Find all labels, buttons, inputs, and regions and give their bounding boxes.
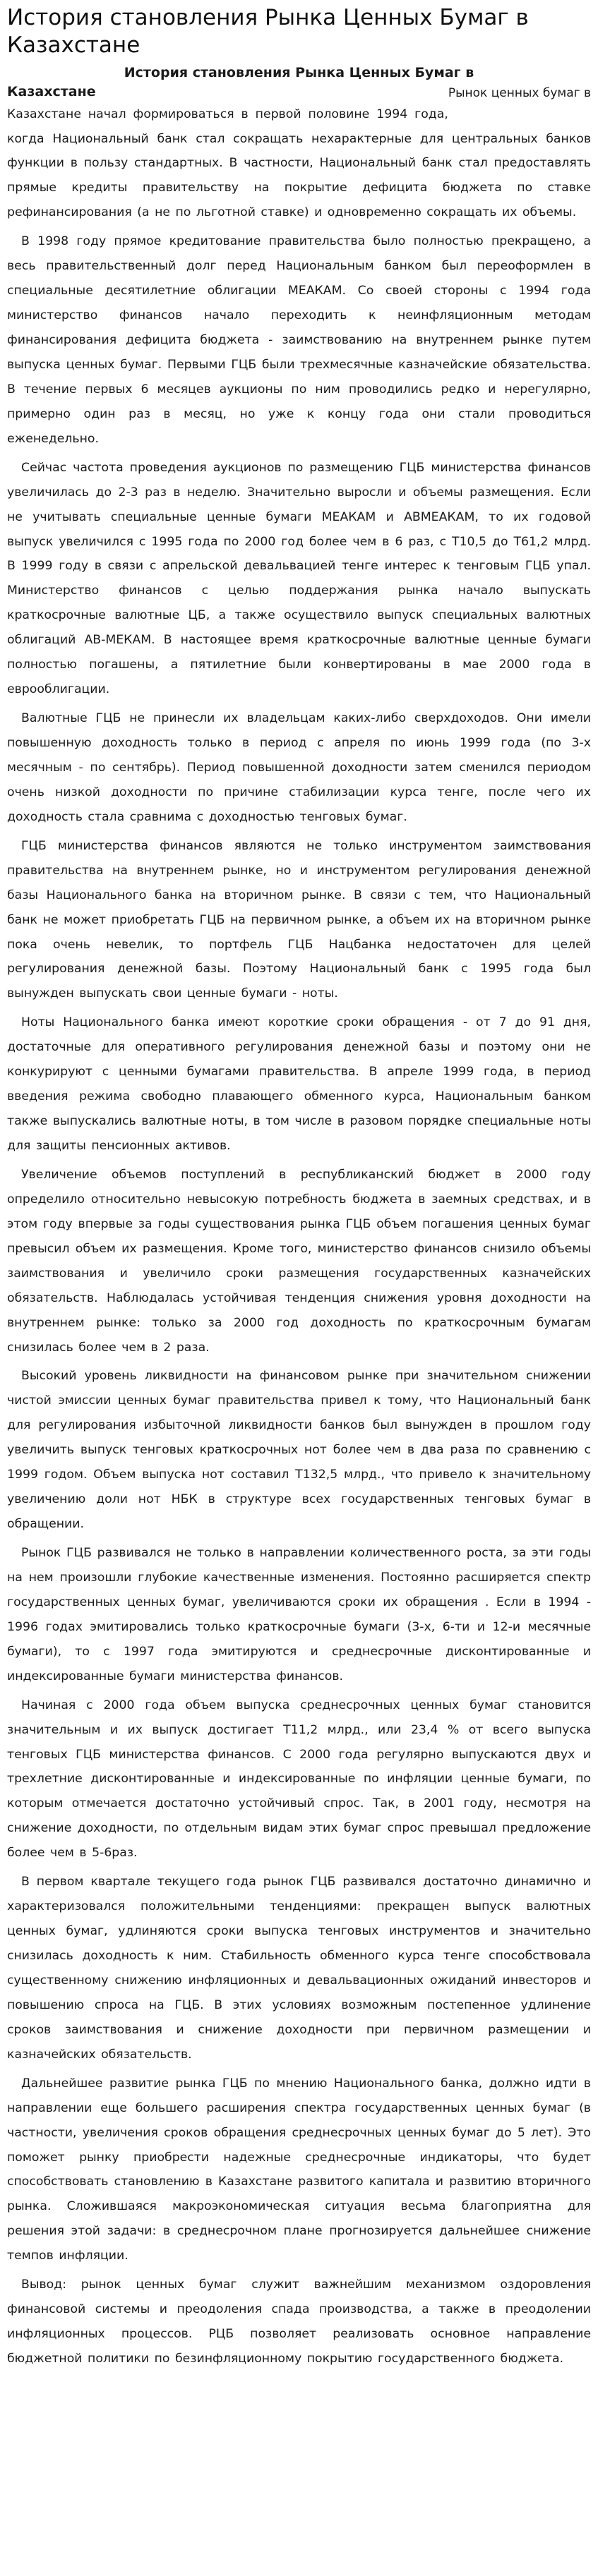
paragraph: Высокий уровень ликвидности на финансовом рынке при значительном снижении чистой эмиссии ценных бумаг правительства привел к тому, что Национальный банк для регулирования избыточной ликвидности банков был вынужден в прошлом году увеличить выпуск тенговых краткосрочных нот более чем в два раза по сравнению с 1999 годом. Объем выпуска нот составил Т132,5 млрд., что привело к значительному увеличению доли нот НБК в структуре всех государственных тенговых бумаг в обращении.	[7, 1369, 591, 1532]
page-title: История становления Рынка Ценных Бумаг в Казахстане	[7, 5, 529, 58]
paragraph: ГЦБ министерства финансов являются не только инструментом заимствования правительства на внутреннем рынке, но и инструментом регулирования денежной базы Национального банка на вторичном рынке. В связи с тем, что Национальный банк не может приобретать ГЦБ на первичном рынке, а объем их на вторичном рынке пока очень невелик, то портфель ГЦБ Нацбанка недостаточен для целей регулирования денежной базы. Поэтому Национальный банк с 1995 года был вынужден выпускать свои ценные бумаги - ноты.	[7, 838, 591, 1001]
paragraph: Рынок ГЦБ развивался не только в направлении количественного роста, за эти годы на нем произошли глубокие качественные изменения. Постоянно расширяется спектр государственных ценных бумаг, увеличиваются сроки их обращения . Если в 1994 - 1996 годах эмитировались только краткосрочные бумаги (3-х, 6-ти и 12-и месячные бумаги), то с 1997 года эмитируются и среднесрочные дисконтированные и индексированные бумаги министерства финансов.	[7, 1546, 591, 1683]
article-body	[7, 102, 591, 2371]
paragraph: Казахстане начал формироваться в первой половине 1994 года, когда Национальный банк стал сокращать нехарактерные для центральных банков функции в пользу стандартных. В частности, Национальный банк стал предоставлять прямые кредиты правительству на покрытие дефицита бюджета по ставке рефинансирования (а не по льготной ставке) и одновременно сокращать их объемы.	[7, 107, 591, 220]
paragraph: Ноты Национального банка имеют короткие сроки обращения - от 7 до 91 дня, достаточные для оперативного регулирования денежной базы и поэтому они не конкурируют с ценными бумагами правительства. В апреле 1999 года, в период введения режима свободно плавающего обменного курса, Национальным банком также выпускались валютные ноты, в том числе в разовом порядке специальные ноты для защиты пенсионных активов.	[7, 1015, 591, 1154]
article-lead-right: Рынок ценных бумаг в	[448, 86, 591, 101]
paragraph: Валютные ГЦБ не принесли их владельцам каких-либо сверхдоходов. Они имели повышенную доходность только в период с апреля по июнь 1999 года (по 3-х месячным - по сентябрь). Период повышенной доходности затем сменился периодом очень низкой доходности по причине стабилизации курса тенге, после чего их доходность стала сравнима с доходностью тенговых бумаг.	[7, 711, 591, 824]
article-title-line2: Казахстане	[7, 84, 96, 100]
article-title-line1: История становления Рынка Ценных Бумаг в	[124, 64, 474, 80]
paragraph: Сейчас частота проведения аукционов по размещению ГЦБ министерства финансов увеличилась до 2-3 раз в неделю. Значительно выросли и объемы размещения. Если не учитывать специальные ценные бумаги МЕАКАМ и АВМЕАКАМ, то их годовой выпуск увеличился с 1995 года по 2000 год более чем в 6 раз, с Т10,5 до Т61,2 млрд. В 1999 году в связи с апрельской девальвацией тенге интерес к тенговым ГЦБ упал. Министерство финансов с целью поддержания рынка начало выпускать краткосрочные валютные ЦБ, а также осуществило выпуск специальных валютных облигаций АВ-МЕКАМ. В настоящее время краткосрочные валютные ценные бумаги полностью погашены, а пятилетние были конвертированы в мае 2000 года в еврооблигации.	[7, 460, 591, 697]
paragraph: Вывод: рынок ценных бумаг служит важнейшим механизмом оздоровления финансовой системы и преодоления спада производства, а также в преодолении инфляционных процессов. РЦБ позволяет реализовать основное направление бюджетной политики по безинфляционному покрытию государственного бюджета.	[7, 2278, 591, 2366]
article-header	[7, 64, 591, 102]
paragraph: Увеличение объемов поступлений в республиканский бюджет в 2000 году определило относительно невысокую потребность бюджета в заемных средствах, и в этом году впервые за годы существования рынка ГЦБ объем погашения ценных бумаг превысил объем их размещения. Кроме того, министерство финансов снизило объемы заимствования и увеличило сроки размещения государственных казначейских обязательств. Наблюдалась устойчивая тенденция снижения уровня доходности на внутреннем рынке: только за 2000 год доходность по краткосрочным бумагам снизилась более чем в 2 раза.	[7, 1167, 591, 1355]
paragraph: В первом квартале текущего года рынок ГЦБ развивался достаточно динамично и характеризовался положительными тенденциями: прекращен выпуск валютных ценных бумаг, удлиняются сроки выпуска тенговых инструментов и значительно снизилась доходность к ним. Стабильность обменного курса тенге способствовала существенному снижению инфляционных и девальвационных ожиданий инвесторов и повышению спроса на ГЦБ. В этих условиях возможным постепенное удлинение сроков заимствования и снижение доходности при первичном размещении и казначейских обязательств.	[7, 1875, 591, 2062]
paragraph: Дальнейшее развитие рынка ГЦБ по мнению Национального банка, должно идти в направлении еще большего расширения спектра государственных ценных бумаг (в частности, увеличения сроков обращения среднесрочных ценных бумаг до 5 лет). Это поможет рынку приобрести надежные среднесрочные индикаторы, что будет способствовать становлению в Казахстане развитого капитала и развитию вторичного рынка. Сложившаяся макроэкономическая ситуация весьма благоприятна для решения этой задачи: в среднесрочном плане прогнозируется дальнейшее снижение темпов инфляции.	[7, 2076, 591, 2263]
paragraph: Начиная с 2000 года объем выпуска среднесрочных ценных бумаг становится значительным и их выпуск достигает Т11,2 млрд., или 23,4 % от всего выпуска тенговых ГЦБ министерства финансов. С 2000 года регулярно выпускаются двух и трехлетние дисконтированные и индексированные по инфляции ценные бумаги, по которым отмечается достаточно устойчивый спрос. Так, в 2001 году, несмотря на снижение доходности, по отдельным видам этих бумаг спрос превышал предложение более чем в 5-6раз.	[7, 1698, 591, 1861]
paragraph: В 1998 году прямое кредитование правительства было полностью прекращено, а весь правительственный долг перед Национальным банком был переоформлен в специальные десятилетние облигации МЕАКАМ. Со своей стороны с 1994 года министерство финансов начало переходить к неинфляционным методам финансирования дефицита бюджета - заимствованию на внутреннем рынке путем выпуска ценных бумаг. Первыми ГЦБ были трехмесячные казначейские обязательства. В течение первых 6 месяцев аукционы по ним проводились редко и нерегулярно, примерно один раз в месяц, но уже к концу года они стали проводиться еженедельно.	[7, 234, 591, 446]
